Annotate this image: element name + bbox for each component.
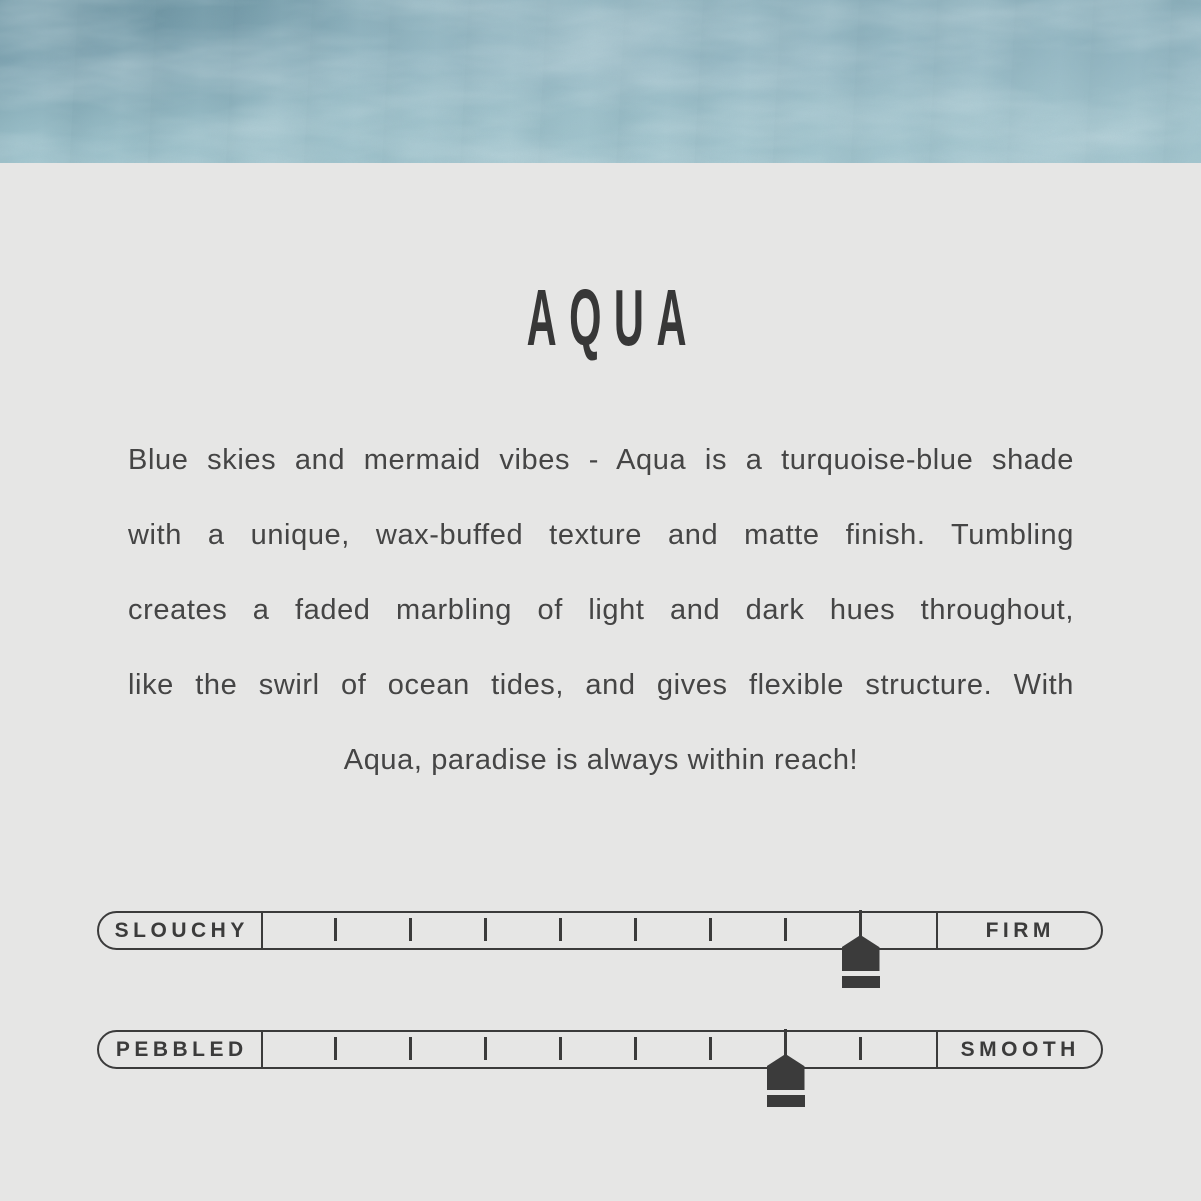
scale-tick	[859, 1037, 862, 1060]
leather-grain-overlay	[0, 0, 1201, 163]
scale-tick	[634, 1037, 637, 1060]
structure-scale-left-label: SLOUCHY	[114, 918, 249, 942]
scale-tick	[334, 918, 337, 941]
description-line: Blue skies and mermaid vibes - Aqua is a turquoise-blue shade	[128, 444, 1074, 476]
color-title: AQUA	[526, 273, 699, 362]
description-line: Aqua, paradise is always within reach!	[343, 744, 859, 776]
description-line: creates a faded marbling of light and dark hues throughout,	[128, 594, 1074, 626]
texture-scale-right-label: SMOOTH	[960, 1037, 1080, 1061]
marker-pin-icon	[842, 935, 880, 971]
marker-base	[842, 976, 880, 988]
scale-tick	[559, 918, 562, 941]
color-title-wrap	[0, 268, 1201, 391]
scale-tick	[409, 1037, 412, 1060]
marker-stub	[784, 1029, 787, 1056]
scale-tick	[709, 918, 712, 941]
description-line: like the swirl of ocean tides, and gives flexible structure. With	[128, 669, 1074, 701]
marker-stub	[859, 910, 862, 937]
description-line: with a unique, wax-buffed texture and matte finish. Tumbling	[128, 519, 1074, 551]
leather-texture-banner	[0, 0, 1201, 163]
marker-pin-icon	[767, 1054, 805, 1090]
scale-divider	[261, 1032, 264, 1067]
scale-tick	[709, 1037, 712, 1060]
scale-tick	[484, 1037, 487, 1060]
scale-divider	[261, 913, 264, 948]
structure-scale-right-label: FIRM	[985, 918, 1055, 942]
color-description	[128, 423, 1074, 798]
texture-scale	[97, 1030, 1103, 1069]
scale-marker-handle[interactable]	[842, 910, 880, 988]
marker-base	[767, 1095, 805, 1107]
scale-tick	[634, 918, 637, 941]
scale-tick	[484, 918, 487, 941]
scale-tick	[409, 918, 412, 941]
structure-scale	[97, 911, 1103, 950]
texture-scale-left-label: PEBBLED	[115, 1037, 248, 1061]
scale-divider	[936, 913, 939, 948]
scale-tick	[559, 1037, 562, 1060]
scale-tick	[334, 1037, 337, 1060]
scale-tick	[784, 918, 787, 941]
scale-marker-handle[interactable]	[767, 1029, 805, 1107]
scale-divider	[936, 1032, 939, 1067]
